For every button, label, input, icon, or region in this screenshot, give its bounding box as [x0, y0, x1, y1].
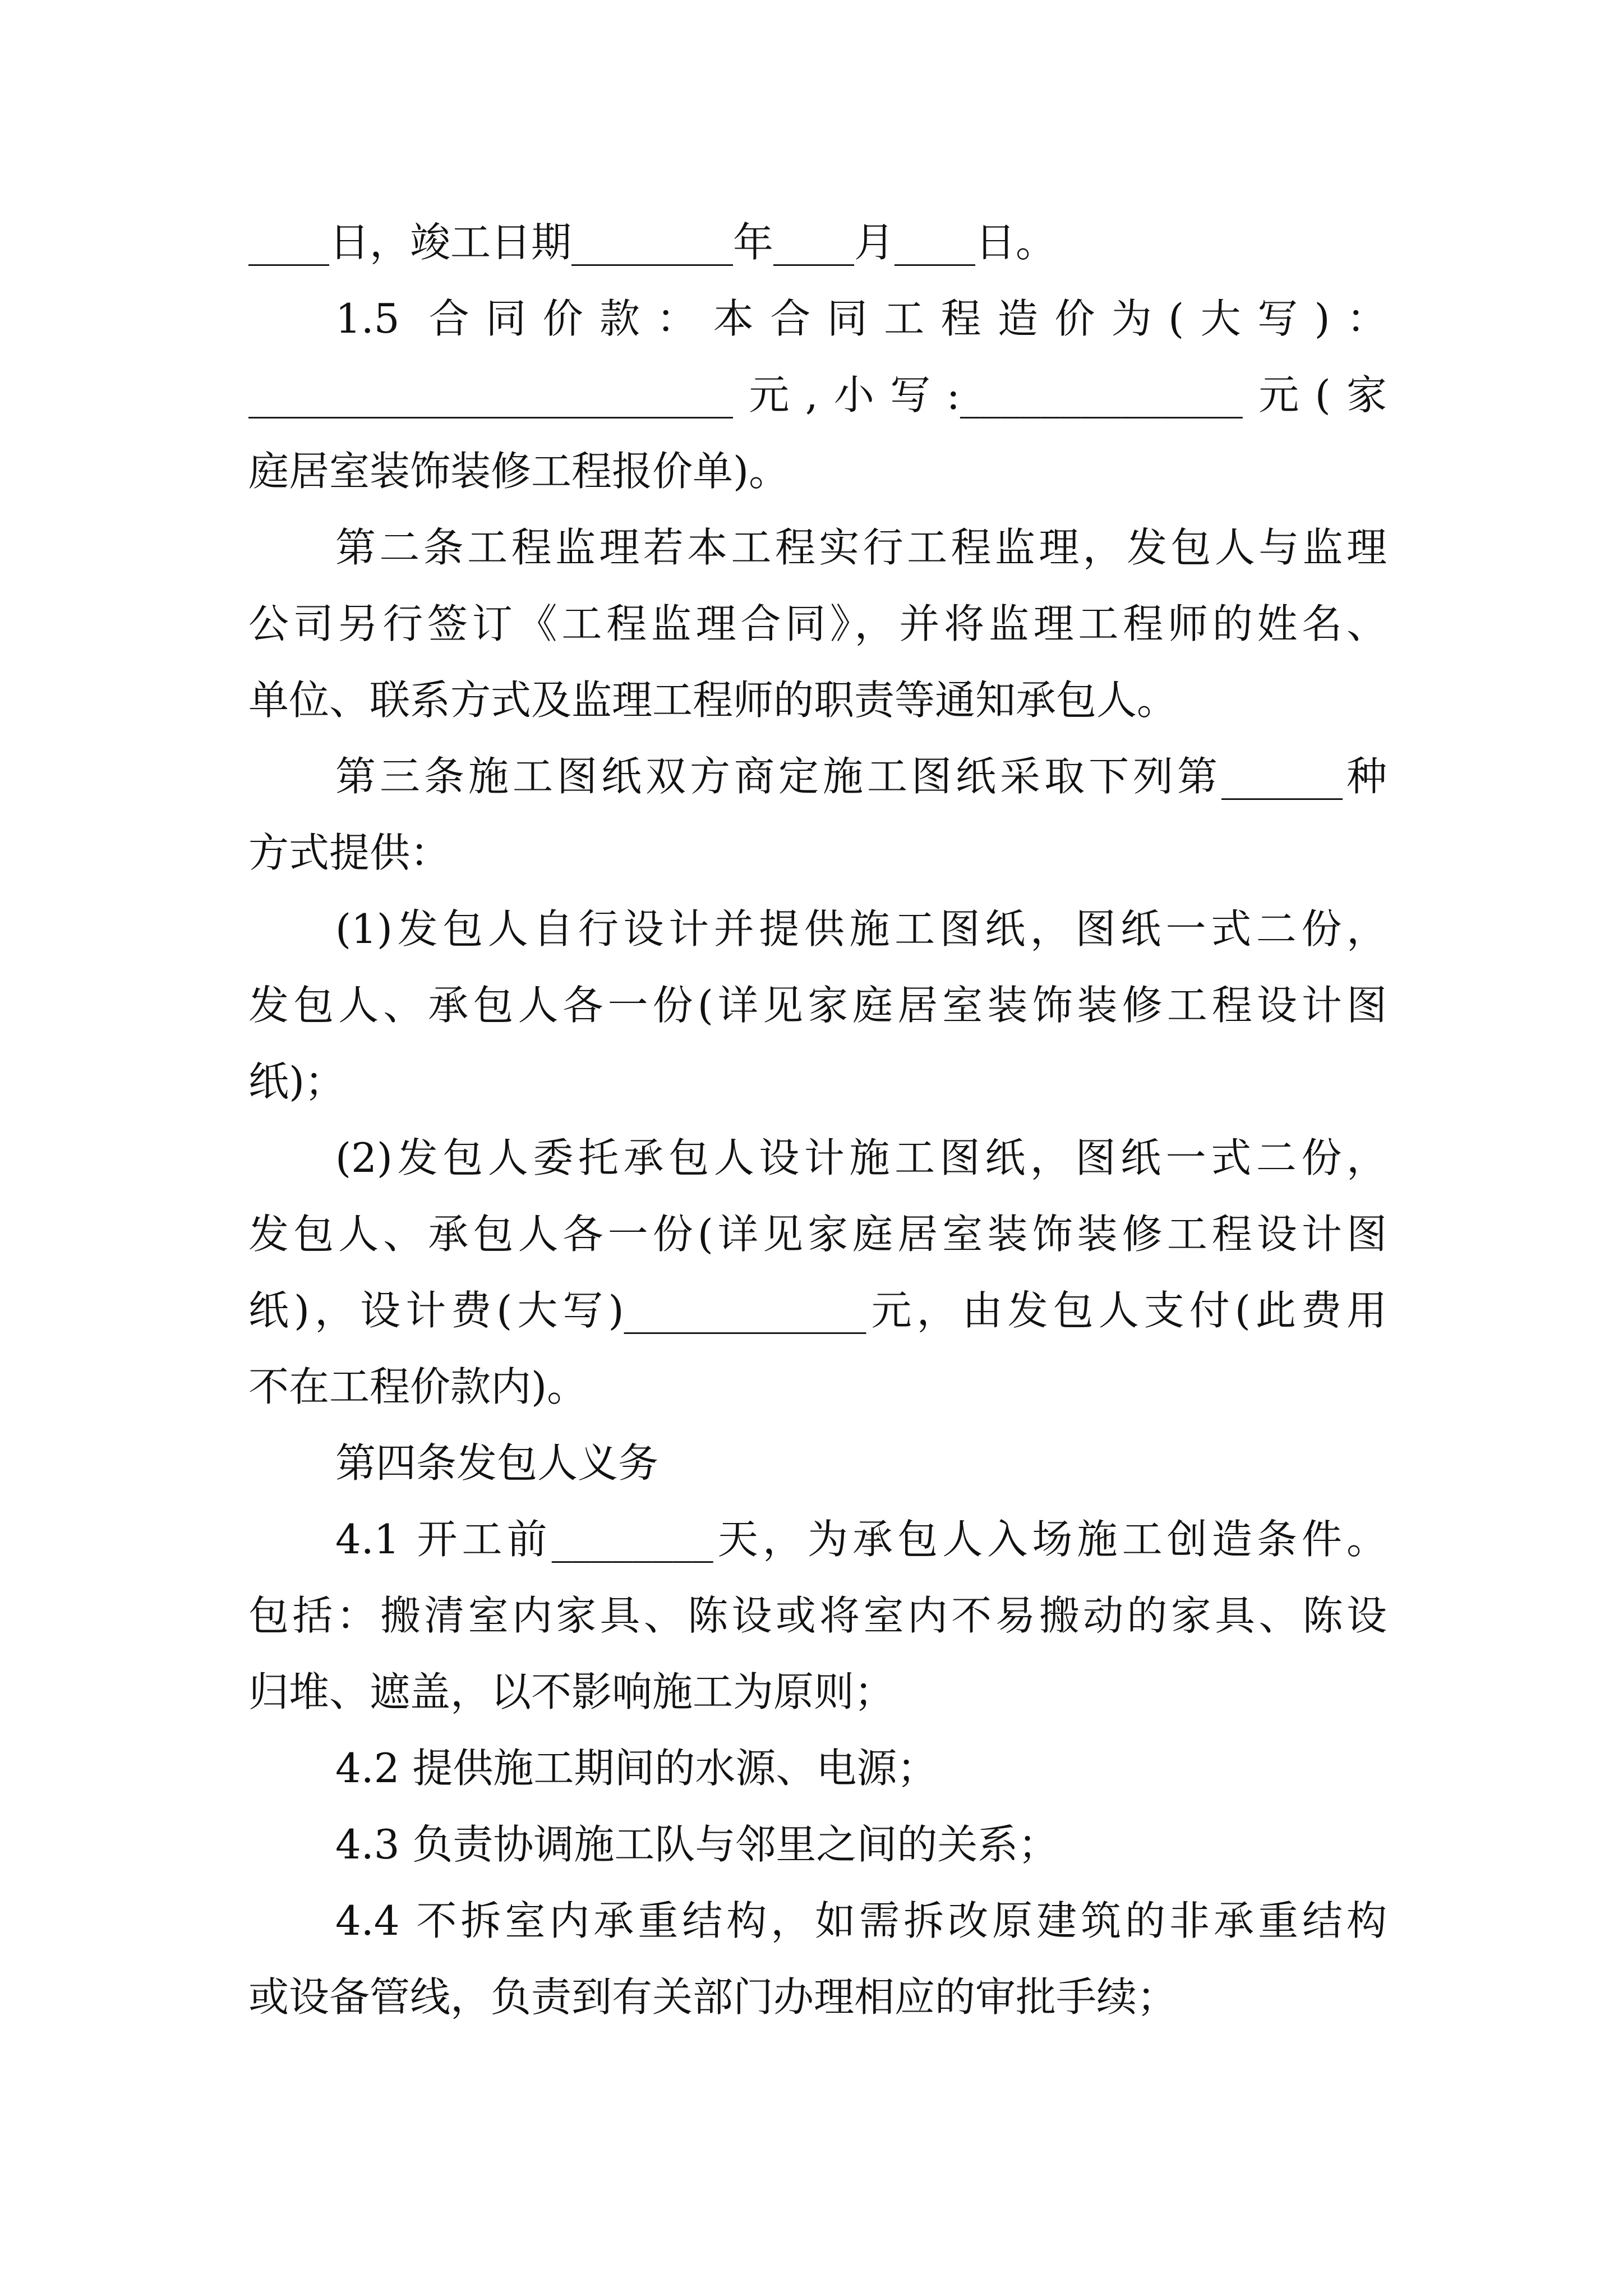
- text-line: (2)发包人委托承包人设计施工图纸，图纸一式二份，: [335, 1134, 1387, 1181]
- text-line: 方式提供：: [248, 829, 451, 876]
- text-line: ________________________元,小写:______________元(家: [248, 371, 1387, 418]
- section-heading: 第四条发包人义务: [335, 1439, 659, 1487]
- text-line: ____日，竣工日期________年____月____日。: [248, 219, 1057, 266]
- text-line: 包括：搬清室内家具、陈设或将室内不易搬动的家具、陈设: [248, 1592, 1387, 1639]
- text-line: 公司另行签订《工程监理合同》，并将监理工程师的姓名、: [248, 600, 1387, 647]
- text-line: 1.5 合同价款：本合同工程造价为(大写)：: [335, 295, 1387, 342]
- text-line: 纸)，设计费(大写)____________元，由发包人支付(此费用: [248, 1287, 1387, 1334]
- text-line: 庭居室装饰装修工程报价单)。: [248, 448, 790, 495]
- text-line: 纸)；: [248, 1058, 345, 1105]
- text-line: 4.4 不拆室内承重结构，如需拆改原建筑的非承重结构: [335, 1897, 1387, 1944]
- text-line: 4.1 开工前________天，为承包人入场施工创造条件。: [335, 1516, 1387, 1563]
- text-line: 不在工程价款内)。: [248, 1363, 588, 1410]
- text-line: 第二条工程监理若本工程实行工程监理，发包人与监理: [335, 524, 1387, 571]
- text-line: 发包人、承包人各一份(详见家庭居室装饰装修工程设计图: [248, 982, 1387, 1029]
- text-line: (1)发包人自行设计并提供施工图纸，图纸一式二份，: [335, 905, 1387, 953]
- text-line: 4.3 负责协调施工队与邻里之间的关系；: [335, 1821, 1059, 1868]
- text-line: 4.2 提供施工期间的水源、电源；: [335, 1745, 938, 1792]
- text-line: 或设备管线，负责到有关部门办理相应的审批手续；: [248, 1973, 1178, 2021]
- text-line: 归堆、遮盖，以不影响施工为原则；: [248, 1668, 895, 1715]
- text-line: 单位、联系方式及监理工程师的职责等通知承包人。: [248, 677, 1178, 724]
- text-line: 第三条施工图纸双方商定施工图纸采取下列第______种: [335, 753, 1387, 800]
- text-line: 发包人、承包人各一份(详见家庭居室装饰装修工程设计图: [248, 1211, 1387, 1258]
